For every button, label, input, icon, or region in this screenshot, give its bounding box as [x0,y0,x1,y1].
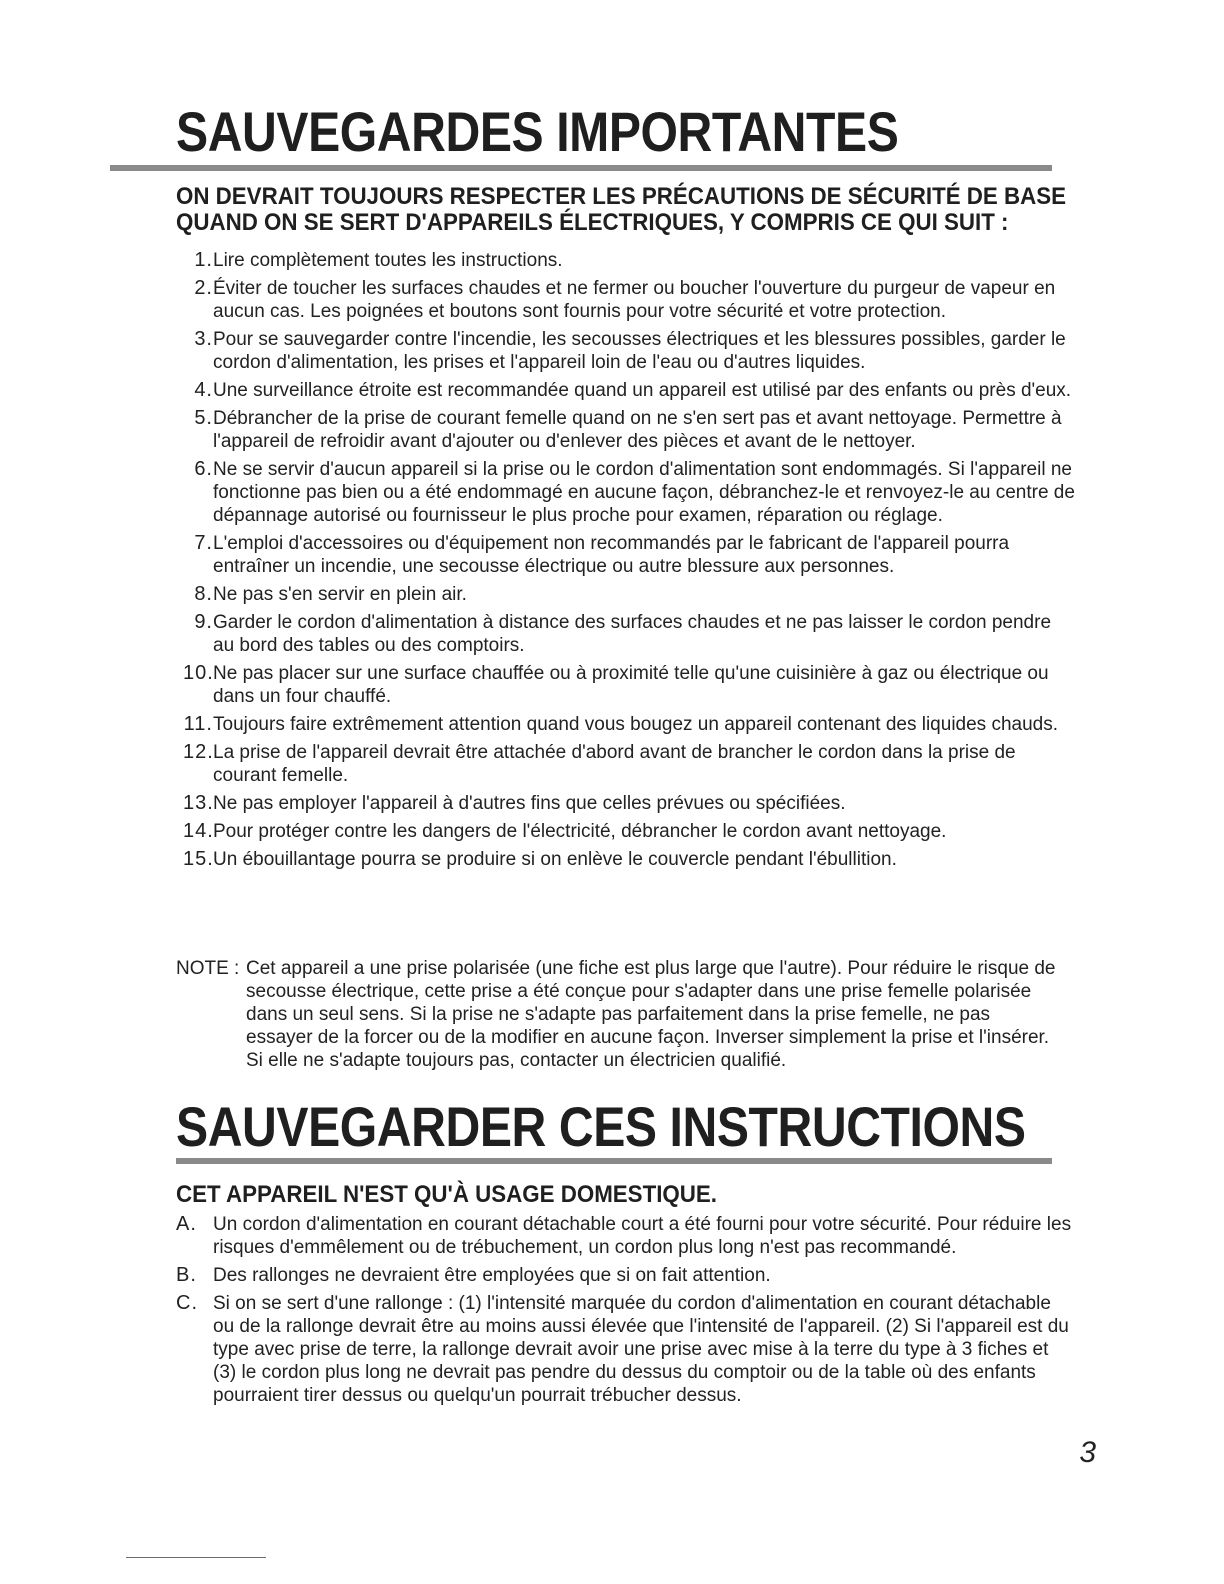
list-item [176,713,1076,736]
item-number: 13. [183,792,214,814]
item-text: Un cordon d'alimentation en courant détachable court a été fourni pour votre sécurité. Pour réduire les risques d'emmêlement ou de trébuchement, un cordon plus long n'est pas recommandé. [213,1214,1072,1258]
household-use-heading: CET APPAREIL N'EST QU'À USAGE DOMESTIQUE. [176,1181,717,1208]
list-item [176,277,1076,323]
item-letter: B. [176,1264,197,1286]
item-text: Une surveillance étroite est recommandée quand un appareil est utilisé par des enfants ou près d'eux. [213,380,1072,401]
item-number: 10. [183,662,214,684]
safety-instructions-list [176,249,1076,876]
item-text: Des rallonges ne devraient être employées que si on fait attention. [213,1265,771,1286]
title-divider [110,165,1052,171]
item-number: 12. [183,741,214,763]
safety-precautions-heading [176,184,1066,236]
cord-instructions-list [176,1213,1076,1412]
item-number: 7. [194,532,213,554]
list-item [176,792,1076,815]
page-number: 3 [1079,1436,1096,1469]
list-item [176,1264,1076,1287]
item-number: 3. [194,328,213,350]
item-number: 15. [183,848,214,870]
item-text: Ne pas s'en servir en plein air. [213,584,467,605]
list-item [176,1292,1076,1407]
item-text: Garder le cordon d'alimentation à distance des surfaces chaudes et ne pas laisser le cordon pendre au bord des tables ou des comptoirs. [213,612,1052,656]
list-item [176,458,1076,527]
item-number: 9. [194,611,213,633]
heading-line-1: ON DEVRAIT TOUJOURS RESPECTER LES PRÉCAUTIONS DE SÉCURITÉ DE BASE [176,183,1067,210]
page-title: SAUVEGARDES IMPORTANTES [176,100,899,163]
item-text: Ne pas placer sur une surface chauffée ou à proximité telle qu'une cuisinière à gaz ou électrique ou dans un four chauffé. [213,663,1049,707]
section-title: SAUVEGARDER CES INSTRUCTIONS [176,1095,1026,1158]
item-number: 4. [194,379,213,401]
list-item [176,379,1076,402]
list-item [176,407,1076,453]
footer-link-underline [126,1557,266,1558]
item-text: Toujours faire extrêmement attention quand vous bougez un appareil contenant des liquides chauds. [213,714,1058,735]
item-text: L'emploi d'accessoires ou d'équipement non recommandés par le fabricant de l'appareil pourra entraîner un incendie, une secousse électrique ou autre blessure aux personnes. [213,533,1010,577]
item-number: 5. [194,407,213,429]
item-text: Pour protéger contre les dangers de l'électricité, débrancher le cordon avant nettoyage. [213,821,947,842]
list-item [176,328,1076,374]
item-text: Lire complètement toutes les instructions. [213,250,563,271]
list-item [176,532,1076,578]
item-number: 6. [194,458,213,480]
note-text: Cet appareil a une prise polarisée (une fiche est plus large que l'autre). Pour réduire le risque de secousse électrique, cette prise a été conçue pour s'adapter dans une prise femelle polarisée dans un seul sens. Si la prise ne s'adapte pas parfaitement dans la prise femelle, ne pas essayer de la forcer ou de la modifier en aucune façon. Inverser simplement la prise et l'insérer. Si elle ne s'adapte toujours pas, contacter un électricien qualifié. [246,958,1056,1071]
list-item [176,662,1076,708]
item-number: 11. [183,713,213,735]
item-text: Ne pas employer l'appareil à d'autres fins que celles prévues ou spécifiées. [213,793,846,814]
item-text: La prise de l'appareil devrait être attachée d'abord avant de brancher le cordon dans la prise de courant femelle. [213,742,1016,786]
item-text: Débrancher de la prise de courant femelle quand on ne s'en sert pas et avant nettoyage. Permettre à l'appareil de refroidir avant d'ajouter ou d'enlever des pièces et avant de le nettoyer. [213,408,1062,452]
list-item [176,741,1076,787]
item-text: Ne se servir d'aucun appareil si la prise ou le cordon d'alimentation sont endommagés. Si l'appareil ne fonctionne pas bien ou a été endommagé en aucune façon, débranchez-le et renvoyez-le au centre de dépannage autorisé ou fournisseur le plus proche pour examen, réparation ou réglage. [213,459,1075,526]
list-item [176,848,1076,871]
item-number: 8. [194,583,213,605]
list-item [176,249,1076,272]
item-number: 2. [194,277,213,299]
item-number: 1. [194,249,213,271]
heading-line-2: QUAND ON SE SERT D'APPAREILS ÉLECTRIQUES, Y COMPRIS CE QUI SUIT : [176,209,1009,236]
item-text: Si on se sert d'une rallonge : (1) l'intensité marquée du cordon d'alimentation en courant détachable ou de la rallonge devrait être au moins aussi élevée que l'intensité de l'appareil. (2) Si l'appareil est du type avec prise de terre, la rallonge devrait avoir une prise avec mise à la terre du type à 3 fiches et (3) le cordon plus long ne devrait pas pendre du dessus du comptoir ou de la table où des enfants pourraient tirer dessus ou quelqu'un pourrait trébucher dessus. [213,1293,1069,1406]
list-item [176,820,1076,843]
item-number: 14. [183,820,214,842]
list-item [176,611,1076,657]
note-label: NOTE : [176,958,240,979]
polarized-plug-note [176,957,1056,1072]
list-item [176,583,1076,606]
item-text: Pour se sauvegarder contre l'incendie, les secousses électriques et les blessures possibles, garder le cordon d'alimentation, les prises et l'appareil loin de l'eau ou d'autres liquides. [213,329,1066,373]
item-text: Un ébouillantage pourra se produire si on enlève le couvercle pendant l'ébullition. [213,849,897,870]
item-letter: C. [176,1292,198,1314]
item-text: Éviter de toucher les surfaces chaudes et ne fermer ou boucher l'ouverture du purgeur de vapeur en aucun cas. Les poignées et boutons sont fournis pour votre sécurité et votre protection. [213,278,1056,322]
item-letter: A. [176,1213,197,1235]
title-divider [176,1158,1052,1164]
list-item [176,1213,1076,1259]
